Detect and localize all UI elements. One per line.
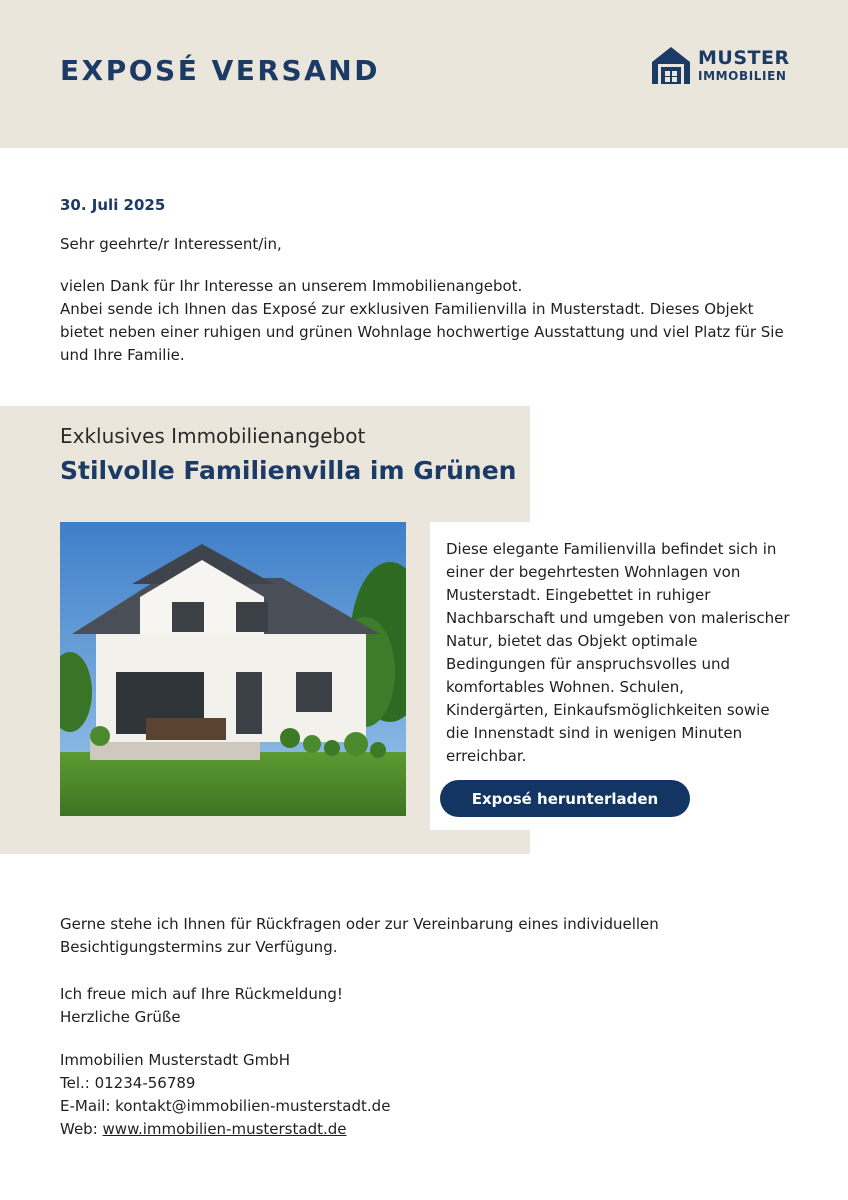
logo-line-1: MUSTER [698, 46, 790, 69]
website-label: Web: [60, 1120, 103, 1138]
intro-line-1: vielen Dank für Ihr Interesse an unserem Immobilienangebot. [60, 277, 523, 295]
signoff-line-2: Herzliche Grüße [60, 1008, 181, 1026]
intro-paragraph [60, 275, 790, 367]
email-address: E-Mail: kontakt@immobilien-musterstadt.de [60, 1097, 391, 1115]
website-line [60, 1118, 390, 1141]
website-link[interactable]: www.immobilien-musterstadt.de [102, 1120, 347, 1138]
signoff-line-1: Ich freue mich auf Ihre Rückmeldung! [60, 985, 343, 1003]
house-logo-icon [650, 44, 692, 86]
offer-kicker: Exklusives Immobilienangebot [60, 424, 366, 448]
header-band [0, 0, 848, 148]
villa-image [60, 522, 406, 816]
letter-date: 30. Juli 2025 [60, 196, 166, 214]
property-description: Diese elegante Familienvilla befindet sich in einer der begehrtesten Wohnlagen von Musterstadt. Eingebettet in ruhiger Nachbarschaft und umgeben von malerischer Natur, bietet das Objekt optimale Bedingungen für anspruchsvolles und komfortables Wohnen. Schulen, Kindergärten, Einkaufsmöglichkeiten sowie die Innenstadt sind in wenigen Minuten erreichbar. [446, 540, 790, 765]
salutation: Sehr geehrte/r Interessent/in, [60, 235, 282, 253]
closing-paragraph [60, 913, 760, 959]
logo-line-2: IMMOBILIEN [698, 68, 787, 83]
contact-block [60, 1049, 390, 1141]
intro-line-2: Anbei sende ich Ihnen das Exposé zur exklusiven Familienvilla in Musterstadt. Dieses Objekt bietet neben einer ruhigen und grünen Wohnlage hochwertige Ausstattung und viel Platz für Sie und Ihre Familie. [60, 300, 784, 364]
offer-title: Stilvolle Familienvilla im Grünen [60, 456, 517, 485]
property-photo [60, 522, 406, 816]
signoff [60, 983, 343, 1029]
page-title: EXPOSÉ VERSAND [60, 54, 380, 87]
download-expose-button[interactable]: Exposé herunterladen [440, 780, 690, 817]
company-logo [650, 44, 790, 86]
phone-number: Tel.: 01234-56789 [60, 1074, 196, 1092]
company-name: Immobilien Musterstadt GmbH [60, 1051, 290, 1069]
closing-text: Gerne stehe ich Ihnen für Rückfragen oder zur Vereinbarung eines individuellen Besichtigungstermins zur Verfügung. [60, 915, 659, 956]
